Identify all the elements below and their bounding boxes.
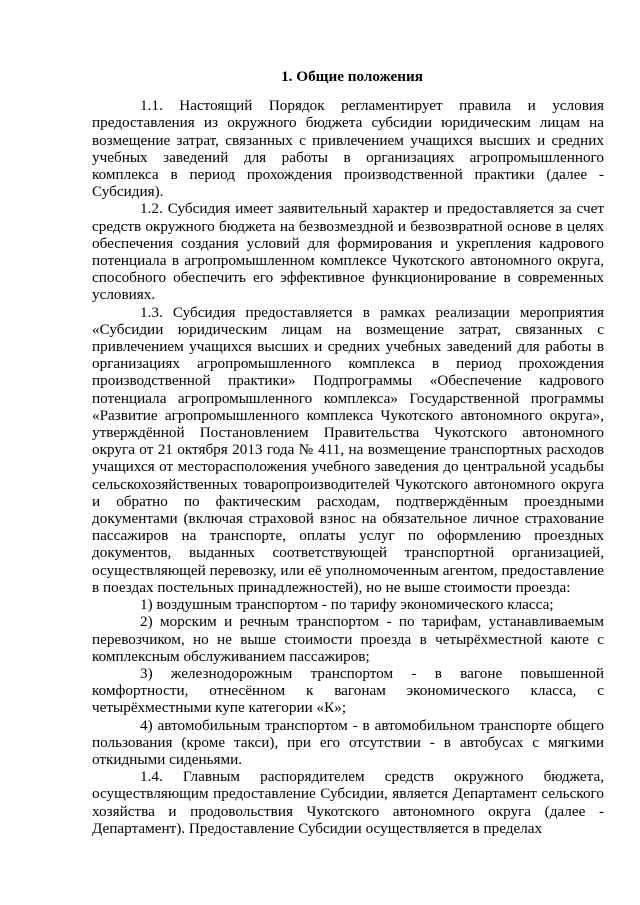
paragraph-1-1: 1.1. Настоящий Порядок регламентирует правила и условия предоставления из окружного бюджета субсидии юридическим лицам на возмещение затрат, связанных с привлечением учащихся высших и средних учебных заведений для работы в организациях агропромышленного комплекса в период прохождения производственной практики (далее - Субсидия). [92,97,604,201]
list-item-sea-river-transport: 2) морским и речным транспортом - по тарифам, устанавливаемым перевозчиком, но не выше стоимости проезда в четырёхместной каюте с комплексным обслуживанием пассажиров; [92,613,604,665]
section-title: 1. Общие положения [281,68,423,85]
paragraph-1-3: 1.3. Субсидия предоставляется в рамках реализации мероприятия «Субсидии юридическим лицам на возмещение затрат, связанных с привлечением учащихся высших и средних учебных заведений для работы в организациях агропромышленного комплекса в период прохождения производственной практики» Подпрограммы «Обеспечение кадрового потенциала агропромышленного комплекса» Государственной программы «Развитие агропромышленного комплекса Чукотского автономного округа», утверждённой Постановлением Правительства Чукотского автономного округа от 21 октября 2013 года № 411, на возмещение транспортных расходов учащихся от месторасположения учебного заведения до центральной усадьбы сельскохозяйственных товаропроизводителей Чукотского автономного округа и обратно по фактическим расходам, подтверждённым проездными документами (включая страховой взнос на обязательное личное страхование пассажиров на транспорте, оплаты услуг по оформлению проездных документов, выданных соответствующей транспортной организацией, осуществляющей перевозку, или её уполномоченным агентом, предоставление в поездах постельных принадлежностей), но не выше стоимости проезда: [92,303,604,596]
paragraph-1-4: 1.4. Главным распорядителем средств окружного бюджета, осуществляющим предоставление Субсидии, является Департамент сельского хозяйства и продовольствия Чукотского автономного округа (далее - Департамент). Предоставление Субсидии осуществляется в пределах [92,768,604,837]
list-item-air-transport: 1) воздушным транспортом - по тарифу экономического класса; [140,596,554,614]
list-item-road-transport: 4) автомобильным транспортом - в автомобильном транспорте общего пользования (кроме такси), при его отсутствии - в автобусах с мягкими откидными сиденьями. [92,716,604,768]
paragraph-1-2: 1.2. Субсидия имеет заявительный характер и предоставляется за счет средств окружного бюджета на безвозмездной и безвозвратной основе в целях обеспечения создания условий для формирования и укрепления кадрового потенциала в агропромышленном комплексе Чукотского автономного округа, способного обеспечить его эффективное функционирование в современных условиях. [92,200,604,304]
list-item-rail-transport: 3) железнодорожным транспортом - в вагоне повышенной комфортности, отнесённом к вагонам экономического класса, с четырёхместными купе категории «К»; [92,664,604,717]
document-page [92,68,604,837]
